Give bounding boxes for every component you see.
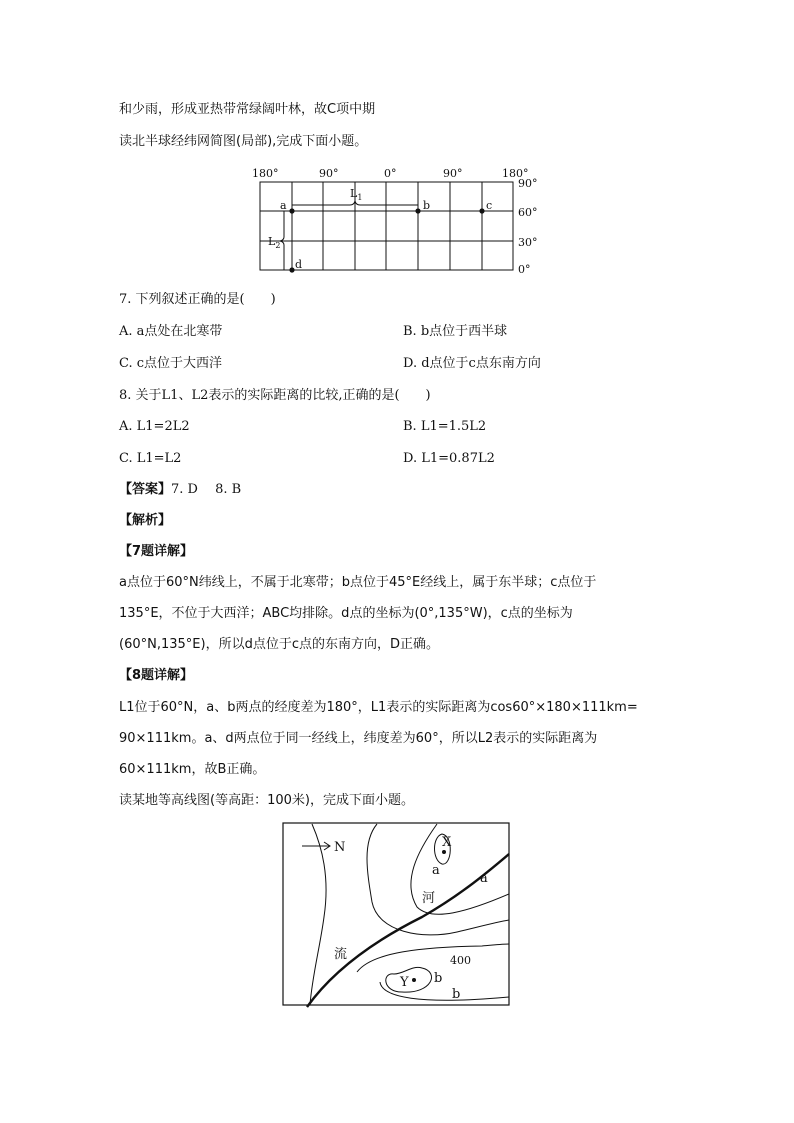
q8-option-c: C. L1=L2: [119, 451, 182, 466]
q7-detail-line: a点位于60°N纬线上，不属于北寒带；b点位于45°E经线上，属于东半球；c点位于: [119, 575, 597, 590]
point-d-label: d: [295, 258, 303, 271]
contour-a-label-outer: a: [480, 871, 488, 886]
q7-detail-line: 135°E，不位于大西洋；ABC均排除。d点的坐标为(0°,135°W)，c点的坐标为: [119, 606, 573, 621]
lat-label-0: 0°: [518, 263, 531, 276]
river-char-he: 河: [422, 891, 436, 906]
q7-option-c: C. c点位于大西洋: [119, 356, 223, 371]
answer-tag: 【答案】: [119, 482, 172, 497]
q7-detail-tag: 【7题详解】: [119, 544, 194, 559]
l2-label: $L_2$: [268, 235, 281, 250]
latitude-longitude-grid-figure: [250, 165, 550, 280]
contour-400-label: 400: [450, 954, 471, 967]
analysis-tag: 【解析】: [119, 513, 172, 528]
lon-label-180w: 180°: [252, 167, 279, 180]
peak-x-dot: [442, 850, 446, 854]
q8-stem: 8. 关于L1、L2表示的实际距离的比较,正确的是( ): [119, 388, 431, 403]
peak-y-label: Y: [400, 975, 409, 990]
lat-label-60: 60°: [518, 206, 538, 219]
grid-question-intro: 读北半球经纬网简图(局部),完成下面小题。: [119, 134, 368, 149]
point-b-label: b: [423, 199, 431, 212]
q8-detail-tag: 【8题详解】: [119, 668, 194, 683]
q8-option-b: B. L1=1.5L2: [403, 419, 487, 434]
north-label: N: [334, 840, 346, 855]
answer-text: 7. D 8. B: [171, 482, 242, 497]
lon-label-180e: 180°: [502, 167, 529, 180]
point-c-marker: [479, 208, 484, 213]
point-b-marker: [415, 208, 420, 213]
contour-question-intro: 读某地等高线图(等高距：100米)，完成下面小题。: [119, 793, 414, 808]
point-c-label: c: [486, 199, 493, 212]
q7-option-b: B. b点位于西半球: [403, 324, 508, 339]
q7-option-d: D. d点位于c点东南方向: [403, 356, 541, 371]
l1-label: $L_1$: [350, 187, 363, 202]
lat-label-30: 30°: [518, 236, 538, 249]
contour-a-label-inner: a: [432, 863, 440, 878]
q8-detail-line: 90×111km。a、d两点位于同一经线上，纬度差为60°，所以L2表示的实际距离为: [119, 731, 598, 746]
q7-detail-line: (60°N,135°E)，所以d点位于c点的东南方向，D正确。: [119, 637, 439, 652]
peak-x-label: X: [442, 835, 452, 850]
lon-label-90e: 90°: [443, 167, 463, 180]
q7-stem: 7. 下列叙述正确的是( ): [119, 292, 276, 307]
point-d-marker: [289, 267, 294, 272]
point-a-label: a: [280, 199, 287, 212]
river-char-liu: 流: [334, 947, 348, 962]
contour-b-label-outer: b: [452, 987, 461, 1002]
lon-label-90w: 90°: [319, 167, 339, 180]
q7-option-a: A. a点处在北寒带: [119, 324, 223, 339]
peak-y-dot: [412, 978, 416, 982]
lat-label-90: 90°: [518, 177, 538, 190]
q8-option-a: A. L1=2L2: [119, 419, 190, 434]
q8-option-d: D. L1=0.87L2: [403, 451, 495, 466]
contour-b-label-inner: b: [434, 971, 443, 986]
q8-detail-line: 60×111km，故B正确。: [119, 762, 266, 777]
q8-detail-line: L1位于60°N，a、b两点的经度差为180°，L1表示的实际距离为cos60°×180×111km=: [119, 700, 638, 715]
contour-map-figure: [282, 822, 512, 1008]
answer-line: [119, 481, 241, 499]
previous-answer-fragment: 和少雨，形成亚热带常绿阔叶林，故C项中期: [119, 102, 376, 117]
lon-label-0: 0°: [384, 167, 397, 180]
point-a-marker: [289, 208, 294, 213]
